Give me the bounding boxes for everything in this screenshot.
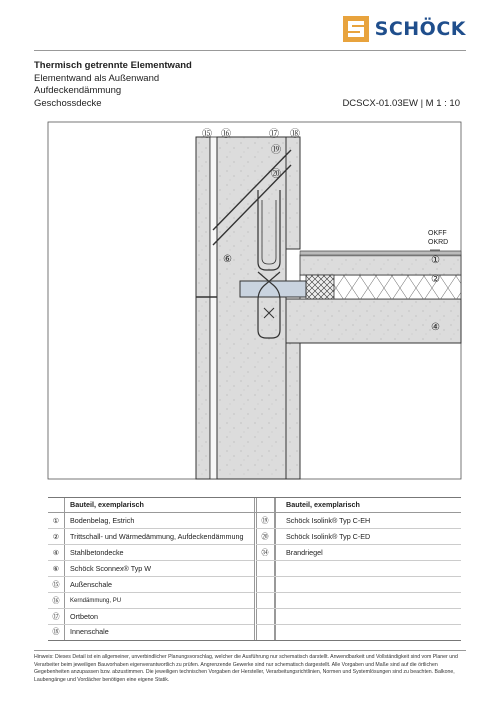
row-text: Schöck Sconnex® Typ W <box>70 564 152 573</box>
label-4: ④ <box>431 322 440 333</box>
label-19: ⑲ <box>271 145 281 156</box>
row-num: ⑰ <box>52 612 60 621</box>
disclaimer-note: Hinweis: Dieses Detail ist ein allgemeiner, unverbindlicher Planungsvorschlag, welcher die Ausführung nur schematisch darstellt. Anwendbarkeit und Vollständigkeit sind vom Planer und Verarbeiter beim jeweiligen Bauvorhaben eigenverantwortlich zu prüfen. Angrenzende Gewerke sind nur schematisch dargestellt. Alle Vorgaben und Maße sind auf die örtlichen Gegebenheiten anzupassen bzw. abzustimmen. Die jeweiligen technischen Vorgaben der Hersteller, Verarbeitungsrichtlinien, Normen und Systemlösungen sind zu beachten. Balkone, Laubengänge und Vordächer benötigen eine eigene Statik. <box>34 654 458 683</box>
label-1: ① <box>431 255 440 266</box>
row-text: Kerndämmung, PU <box>70 598 122 604</box>
label-okff: OKFF <box>428 230 447 237</box>
row-text: Innenschale <box>70 627 109 636</box>
row-text: Bodenbelag, Estrich <box>70 516 135 525</box>
title-line-3: Aufdeckendämmung <box>34 85 122 96</box>
row-num: ⑳ <box>261 532 269 541</box>
right-table-header <box>256 498 461 512</box>
right-header-label: Bauteil, exemplarisch <box>286 500 360 509</box>
row-text: Schöck Isolink® Typ C-ED <box>286 532 371 541</box>
row-text: Schöck Isolink® Typ C-EH <box>286 516 371 525</box>
table-row <box>256 594 461 609</box>
label-2: ② <box>431 274 440 285</box>
component-table <box>48 497 461 641</box>
left-header-label: Bauteil, exemplarisch <box>70 500 144 509</box>
row-num: ⑮ <box>52 580 60 589</box>
row-num: ④ <box>52 548 60 557</box>
row-text: Stahlbetondecke <box>70 548 124 557</box>
row-text: Außenschale <box>70 580 112 589</box>
row-text: Trittschall- und Wärmedämmung, Aufdeckendämmung <box>70 532 244 541</box>
title-main: Thermisch getrennte Elementwand <box>34 60 192 71</box>
label-17: ⑰ <box>269 129 279 140</box>
table-row <box>48 546 254 561</box>
row-num: ① <box>52 516 60 525</box>
label-16: ⑯ <box>221 129 231 140</box>
label-6: ⑥ <box>223 254 232 265</box>
drawing-reference: DCSCX-01.03EW | M 1 : 10 <box>342 98 460 109</box>
row-num: ⑱ <box>52 627 60 636</box>
table-row <box>256 546 461 561</box>
label-15: ⑮ <box>202 129 212 140</box>
row-text: Brandriegel <box>286 548 323 557</box>
footer-divider <box>34 650 466 651</box>
left-table-header <box>48 498 254 512</box>
table-row <box>48 578 254 593</box>
label-okrd: OKRD <box>428 239 449 246</box>
brand-name: SCHÖCK <box>374 18 466 40</box>
table-row <box>256 610 461 625</box>
table-row <box>48 610 254 625</box>
table-row <box>256 562 461 577</box>
table-row <box>48 514 254 529</box>
table-row <box>48 562 254 577</box>
row-num: ⑯ <box>52 596 60 605</box>
row-num: ㉞ <box>261 548 269 557</box>
row-text: Ortbeton <box>70 612 98 621</box>
table-row <box>256 578 461 593</box>
table-row <box>256 514 461 529</box>
table-row <box>48 594 254 609</box>
table-row <box>48 530 254 545</box>
title-line-2: Elementwand als Außenwand <box>34 72 160 84</box>
label-20: ⑳ <box>271 169 281 180</box>
table-row <box>256 530 461 545</box>
label-18: ⑱ <box>290 129 300 140</box>
row-num: ⑲ <box>261 516 269 525</box>
row-num: ② <box>52 532 60 541</box>
row-num: ⑥ <box>52 564 60 573</box>
table-row <box>48 625 254 639</box>
title-line-4: Geschossdecke <box>34 97 102 109</box>
